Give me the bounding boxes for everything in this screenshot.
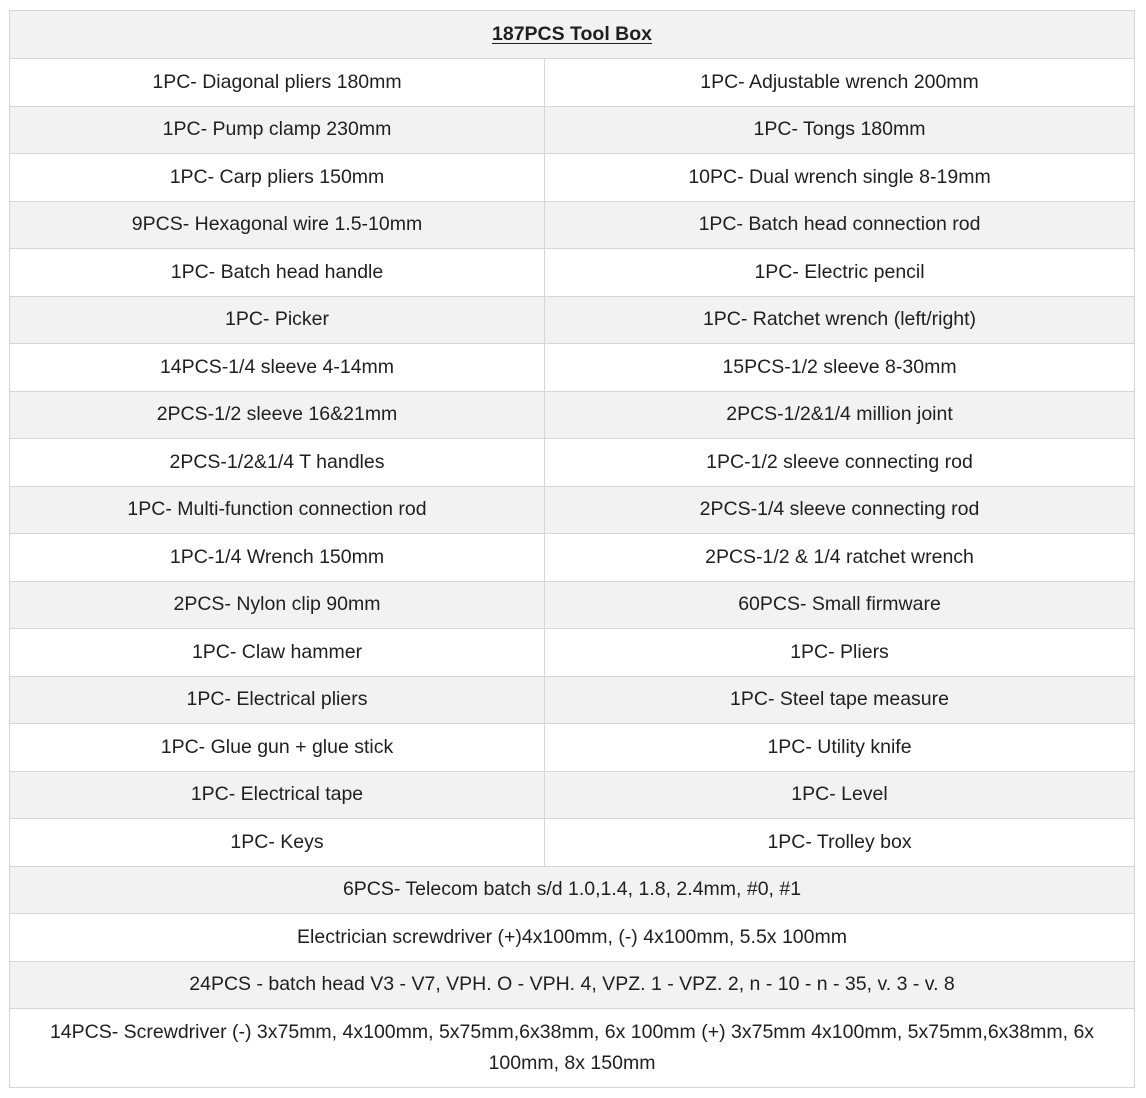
- table-row: [10, 439, 1135, 487]
- table-cell-left: 1PC- Diagonal pliers 180mm: [10, 59, 545, 107]
- table-title: 187PCS Tool Box: [492, 23, 653, 45]
- table-cell-left: 1PC- Carp pliers 150mm: [10, 154, 545, 202]
- table-row: [10, 154, 1135, 202]
- table-cell-left: 1PC-1/4 Wrench 150mm: [10, 534, 545, 582]
- table-cell-left: 1PC- Keys: [10, 819, 545, 867]
- table-cell-full: 14PCS- Screwdriver (-) 3x75mm, 4x100mm, 5x75mm,6x38mm, 6x 100mm (+) 3x75mm 4x100mm, 5x75mm,6x38mm, 6x 100mm, 8x 150mm: [10, 1009, 1135, 1088]
- table-cell-left: 1PC- Claw hammer: [10, 629, 545, 677]
- table-title-row: [10, 11, 1135, 59]
- table-cell-left: 1PC- Electrical tape: [10, 771, 545, 819]
- table-cell-left: 14PCS-1/4 sleeve 4-14mm: [10, 344, 545, 392]
- table-cell-right: 1PC- Ratchet wrench (left/right): [545, 296, 1135, 344]
- table-cell-right: 2PCS-1/4 sleeve connecting rod: [545, 486, 1135, 534]
- table-full-row: [10, 1009, 1135, 1088]
- table-cell-right: 2PCS-1/2&1/4 million joint: [545, 391, 1135, 439]
- table-row: [10, 629, 1135, 677]
- table-full-row: [10, 914, 1135, 962]
- table-cell-right: 1PC- Trolley box: [545, 819, 1135, 867]
- tool-list-container: [9, 10, 1134, 1088]
- table-cell-left: 2PCS-1/2&1/4 T handles: [10, 439, 545, 487]
- table-full-row: [10, 961, 1135, 1009]
- table-cell-right: 1PC- Level: [545, 771, 1135, 819]
- table-cell-right: 2PCS-1/2 & 1/4 ratchet wrench: [545, 534, 1135, 582]
- table-cell-left: 1PC- Pump clamp 230mm: [10, 106, 545, 154]
- table-row: [10, 534, 1135, 582]
- table-cell-right: 10PC- Dual wrench single 8-19mm: [545, 154, 1135, 202]
- table-cell-full: 6PCS- Telecom batch s/d 1.0,1.4, 1.8, 2.4mm, #0, #1: [10, 866, 1135, 914]
- table-cell-left: 9PCS- Hexagonal wire 1.5-10mm: [10, 201, 545, 249]
- table-row: [10, 296, 1135, 344]
- table-cell-left: 2PCS- Nylon clip 90mm: [10, 581, 545, 629]
- table-cell-right: 1PC- Tongs 180mm: [545, 106, 1135, 154]
- table-full-row: [10, 866, 1135, 914]
- table-cell-left: 1PC- Picker: [10, 296, 545, 344]
- table-cell-right: 1PC- Electric pencil: [545, 249, 1135, 297]
- table-cell-left: 2PCS-1/2 sleeve 16&21mm: [10, 391, 545, 439]
- table-cell-right: 1PC- Batch head connection rod: [545, 201, 1135, 249]
- table-cell-right: 15PCS-1/2 sleeve 8-30mm: [545, 344, 1135, 392]
- table-cell-left: 1PC- Batch head handle: [10, 249, 545, 297]
- table-row: [10, 391, 1135, 439]
- table-row: [10, 771, 1135, 819]
- table-cell-full: 24PCS - batch head V3 - V7, VPH. O - VPH. 4, VPZ. 1 - VPZ. 2, n - 10 - n - 35, v. 3 - v. 8: [10, 961, 1135, 1009]
- table-cell-right: 1PC- Steel tape measure: [545, 676, 1135, 724]
- table-row: [10, 249, 1135, 297]
- table-row: [10, 106, 1135, 154]
- table-cell-right: 1PC- Pliers: [545, 629, 1135, 677]
- table-row: [10, 486, 1135, 534]
- table-row: [10, 819, 1135, 867]
- table-row: [10, 676, 1135, 724]
- table-title-cell: [10, 11, 1135, 59]
- table-cell-right: 60PCS- Small firmware: [545, 581, 1135, 629]
- table-cell-right: 1PC- Adjustable wrench 200mm: [545, 59, 1135, 107]
- table-row: [10, 59, 1135, 107]
- table-row: [10, 581, 1135, 629]
- table-cell-right: 1PC- Utility knife: [545, 724, 1135, 772]
- table-cell-right: 1PC-1/2 sleeve connecting rod: [545, 439, 1135, 487]
- table-row: [10, 201, 1135, 249]
- table-cell-left: 1PC- Electrical pliers: [10, 676, 545, 724]
- table-cell-left: 1PC- Glue gun + glue stick: [10, 724, 545, 772]
- table-cell-left: 1PC- Multi-function connection rod: [10, 486, 545, 534]
- table-cell-full: Electrician screwdriver (+)4x100mm, (-) 4x100mm, 5.5x 100mm: [10, 914, 1135, 962]
- tool-list-table: [9, 10, 1135, 1088]
- table-row: [10, 344, 1135, 392]
- table-row: [10, 724, 1135, 772]
